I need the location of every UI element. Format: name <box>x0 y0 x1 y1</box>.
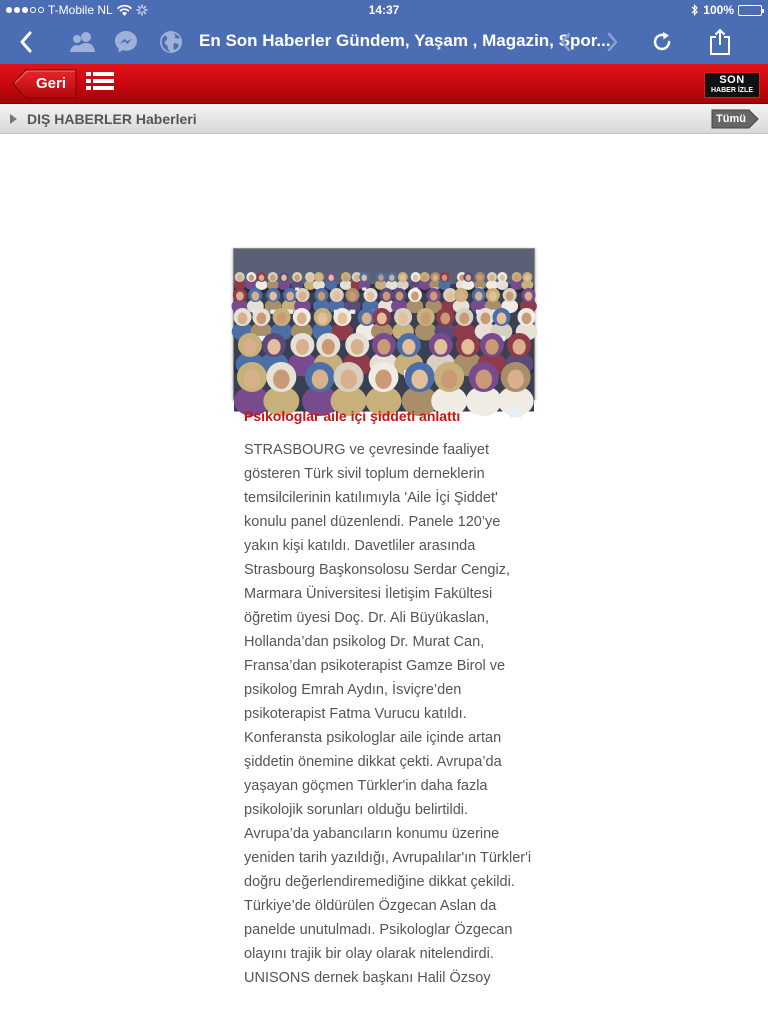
geri-back-button[interactable] <box>12 69 78 99</box>
hamburger-menu-icon[interactable] <box>86 72 114 98</box>
article-photo[interactable] <box>233 248 535 400</box>
geri-label: Geri <box>36 75 67 92</box>
share-icon <box>709 28 731 56</box>
battery-percent: 100% <box>703 3 734 17</box>
page-title: En Son Haberler Gündem, Yaşam , Magazin, Spor... <box>199 31 611 50</box>
status-bar <box>0 0 768 20</box>
triangle-right-icon <box>10 114 17 124</box>
article-paragraph: Konferansta psikologlar aile içinde artan şiddetin önemine dikkat çekti. Avrupa’da yaşayan göçmen Türkler'in daha fazla psikolojik sorunları olduğu belirtildi. Avrupa’da yabancıların konumu üzerine yeniden tarih yazıldığı, Avrupalılar'ın Türkler'i doğru değerlendiremediğine dikkat çekildi. <box>244 730 532 890</box>
messenger-icon <box>114 30 138 54</box>
article-headline[interactable]: Psikologlar aile içi şiddeti anlattı <box>244 408 461 424</box>
browser-back-button[interactable] <box>549 26 581 58</box>
globe-button[interactable] <box>155 26 187 58</box>
article-body <box>244 438 534 990</box>
conference-audience-photo <box>234 249 534 399</box>
article-paragraph: STRASBOURG ve çevresinde faaliyet gösteren Türk sivil toplum derneklerin temsilcilerinin katılımıyla 'Aile İçi Şiddet' konulu panel düzenlendi. Panele 120’ye yakın kişi katıldı. Davetliler arasında Strasbourg Başkonsolosu Serdar Cengiz, Marmara Üniversitesi İletişim Fakültesi öğretim üyesi Doç. Dr. Ali Büyükaslan, Hollanda’dan psikolog Dr. Murat Can, Fransa’dan psikoterapist Gamze Birol ve psikolog Emrah Aydın, İsviçre’den psikoterapist Fatma Vurucu katıldı. <box>244 442 510 722</box>
section-title: DIŞ HABERLER Haberleri <box>27 111 197 127</box>
reload-button[interactable] <box>646 26 678 58</box>
carrier-label: T-Mobile NL <box>48 3 113 17</box>
ios-top-bar <box>0 0 768 64</box>
reload-icon <box>651 31 673 53</box>
browser-navbar <box>0 20 768 64</box>
people-icon <box>69 31 97 53</box>
see-all-label: Tümü <box>716 113 746 125</box>
chevron-left-icon <box>19 31 33 53</box>
status-time: 14:37 <box>368 3 400 17</box>
bluetooth-icon <box>691 4 699 16</box>
back-chevron-button[interactable] <box>10 26 42 58</box>
logo-text-main: SON <box>719 74 745 86</box>
status-right <box>691 3 762 17</box>
friends-button[interactable] <box>67 26 99 58</box>
chevron-right-icon <box>607 32 619 52</box>
globe-icon <box>159 30 183 54</box>
see-all-button[interactable] <box>711 109 759 129</box>
browser-forward-button[interactable] <box>597 26 629 58</box>
app-header-bar <box>0 64 768 104</box>
article-paragraph: UNISONS dernek başkanı Halil Özsoy <box>244 970 491 986</box>
logo-text-sub: HABER İZLE <box>711 87 753 94</box>
messenger-button[interactable] <box>110 26 142 58</box>
article-paragraph: Türkiye’de öldürülen Özgecan Aslan da panelde unutulmadı. Psikologlar Özgecan olayını trajik bir olay olarak nitelendirdi. <box>244 898 513 962</box>
section-header <box>0 104 768 134</box>
battery-icon <box>738 5 762 16</box>
son-haber-logo[interactable] <box>704 72 760 98</box>
share-button[interactable] <box>704 26 736 58</box>
chevron-left-icon <box>559 32 571 52</box>
